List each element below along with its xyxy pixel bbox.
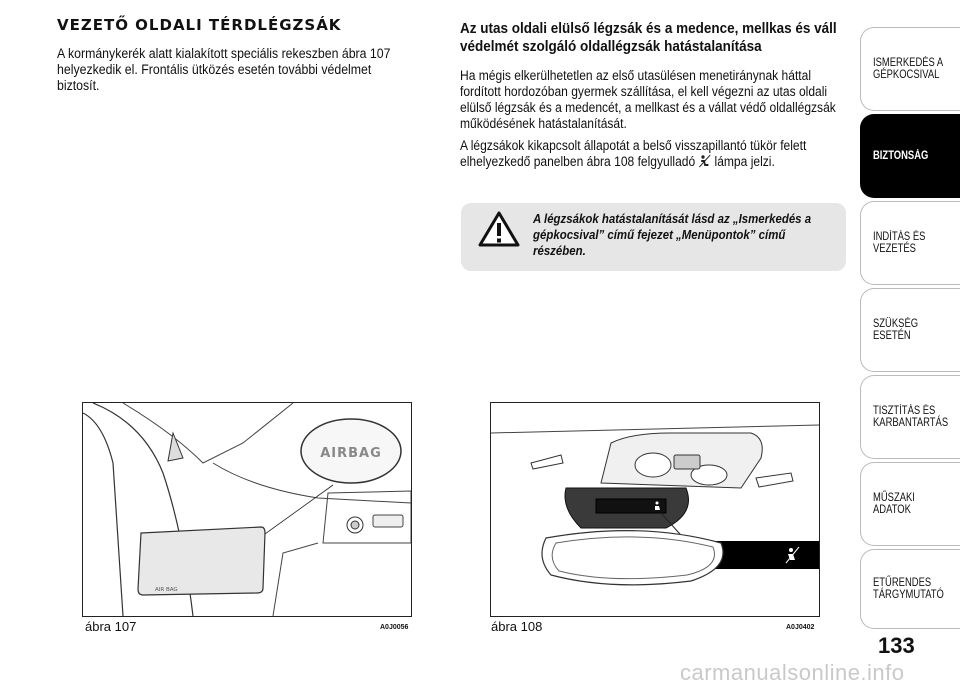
tab-tisztitas[interactable] <box>860 375 960 459</box>
p2-text-before: A légzsákok kikapcsolt állapotát a belső visszapillantó tükör felett elhelyezkedő panelben ábra 108 felgyulladó <box>460 138 807 169</box>
tab-label: MŰSZAKI ADATOK <box>873 492 915 516</box>
overhead-panel-illustration <box>491 403 819 616</box>
section-heading-knee-airbag: VEZETŐ OLDALI TÉRDLÉGZSÁK <box>57 16 342 34</box>
note-text: A légzsákok hatástalanítását lásd az „Ismerkedés a gépkocsival” című fejezet „Menüpontok” című részében. <box>533 211 812 258</box>
tab-muszaki[interactable] <box>860 462 960 546</box>
deactivation-paragraph-2 <box>460 138 838 170</box>
section-heading-deactivation: Az utas oldali elülső légzsák és a medence, mellkas és váll védelmét szolgáló oldallégzsák hatástalanítása <box>460 20 837 55</box>
tab-szukseg[interactable] <box>860 288 960 372</box>
tab-targymutato[interactable] <box>860 549 960 629</box>
passenger-airbag-off-icon <box>699 154 712 168</box>
tab-biztonsag[interactable] <box>860 114 960 198</box>
figure-108-caption: ábra 108 <box>491 619 543 634</box>
figure-107 <box>82 402 412 617</box>
figure-108 <box>490 402 820 617</box>
tab-inditas[interactable] <box>860 201 960 285</box>
tab-label: ETŰRENDES TÁRGYMUTATÓ <box>873 577 944 601</box>
tab-ismerkedes[interactable] <box>860 27 960 111</box>
figure-108-code: A0J0402 <box>786 624 815 631</box>
knee-airbag-illustration <box>83 403 411 616</box>
figure-107-code: A0J0056 <box>380 624 409 631</box>
tab-label: SZÜKSÉG ESETÉN <box>873 318 919 342</box>
tab-label: BIZTONSÁG <box>873 150 929 162</box>
warning-triangle-icon <box>478 211 520 247</box>
page-number: 133 <box>878 633 915 658</box>
figure-107-caption: ábra 107 <box>85 619 137 634</box>
deactivation-paragraph-1: Ha mégis elkerülhetetlen az első utasülésen menetiránynak háttal fordított hordozóban gyermek szállítása, el kell végezni az utas oldali elülső légzsák és a medencét, a mellkast és a vállat védő oldallégzsák működésének hatástalanítását. <box>460 68 836 131</box>
tab-label: ISMERKEDÉS A GÉPKOCSIVAL <box>873 57 943 81</box>
knee-airbag-paragraph: A kormánykerék alatt kialakított speciális rekeszben ábra 107 helyezkedik el. Frontális ütközés esetén további védelmet biztosít. <box>57 46 391 93</box>
tab-label: INDÍTÁS ÉS VEZETÉS <box>873 231 926 255</box>
knee-airbag-panel-label: AIR BAG <box>155 587 178 593</box>
knee-airbag-text <box>57 46 397 94</box>
deactivation-text <box>460 68 838 176</box>
watermark: carmanualsonline.info <box>680 660 905 685</box>
p2-text-after: lámpa jelzi. <box>714 154 775 169</box>
airbag-callout-label: AIRBAG <box>320 446 382 461</box>
tab-label: TISZTÍTÁS ÉS KARBANTARTÁS <box>873 405 949 429</box>
